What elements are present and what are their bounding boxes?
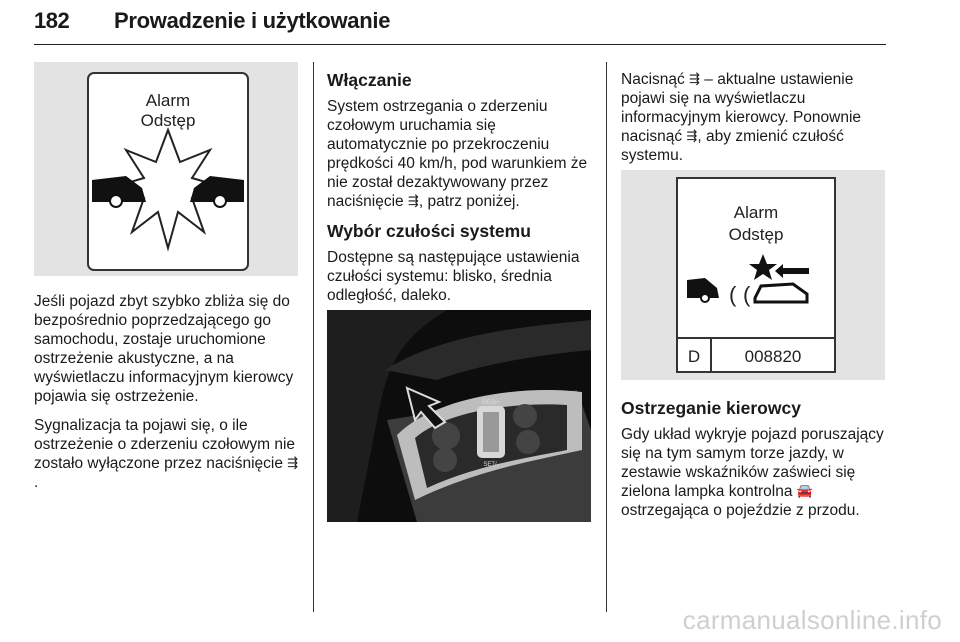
collision-alert-illustration xyxy=(34,62,298,276)
display-distance-label: Odstęp xyxy=(728,225,784,244)
paragraph: Dostępne są następujące ustawienia czułości systemu: blisko, średnia odległość, daleko. xyxy=(327,249,580,304)
collision-button-icon: ⇶ xyxy=(408,193,419,208)
column-divider xyxy=(313,62,314,612)
page-header xyxy=(34,8,886,45)
column-3 xyxy=(621,70,889,175)
steering-wheel-photo xyxy=(327,310,591,522)
page-number: 182 xyxy=(34,8,70,33)
driver-info-display-figure xyxy=(621,170,885,380)
collision-button-icon: ⇶ xyxy=(689,71,700,86)
steering-wheel-illustration xyxy=(327,310,591,522)
sensitivity-wave-2: ( xyxy=(743,282,751,307)
column-3-lower xyxy=(621,398,891,530)
collision-button-icon: ⇶ xyxy=(686,128,698,143)
display-alarm-label: Alarm xyxy=(733,203,779,222)
column-divider xyxy=(606,62,607,612)
section-heading: Wybór czułości systemu xyxy=(327,221,531,241)
watermark: carmanualsonline.info xyxy=(682,605,942,635)
vehicle-ahead-icon: 🚘 xyxy=(796,483,813,498)
res-button-label: RES/+ xyxy=(482,400,500,406)
paragraph: Jeśli pojazd zbyt szybko zbliża się do bezpośrednio poprzedzającego go samochodu, zostaje uruchomione ostrzeżenie akustyczne, a na wyświetlaczu informacyjnym kierowcy pojawia się ostrzeżenie. xyxy=(34,293,294,405)
paragraph-text: Sygnalizacja ta pojawi się, o ile ostrzeżenie o zderzeniu czołowym nie zostało wyłączone przez naciśnięcie xyxy=(34,417,296,472)
collision-button-icon: ⇶ xyxy=(287,455,299,470)
section-heading: Ostrzeganie kierowcy xyxy=(621,398,801,418)
figure1-alarm-label: Alarm xyxy=(145,91,191,110)
set-button-label: SET/- xyxy=(483,462,499,468)
sensitivity-wave-1: ( xyxy=(729,282,737,307)
collision-alert-figure xyxy=(34,62,298,276)
paragraph: System ostrzegania o zderzeniu czołowym uruchamia się automatycznie po przekroczeniu prędkości 40 km/h, pod warunkiem że nie został dezaktywowany przez naciśnięcie ⇶, patrz poniżej. xyxy=(327,98,588,210)
page-title: Prowadzenie i użytkowanie xyxy=(114,8,391,33)
code-number: 008820 xyxy=(744,347,802,366)
paragraph: Nacisnąć ⇶ – aktualne ustawienie pojawi się na wyświetlaczu informacyjnym kierowcy. Ponownie nacisnąć ⇶, aby zmienić czułość systemu. xyxy=(621,71,862,164)
column-2 xyxy=(327,70,595,315)
paragraph: Gdy układ wykryje pojazd poruszający się na tym samym torze jazdy, w zestawie wskaźników zaświeci się zielona lampka kontrolna 🚘 ostrzegająca o pojeździe z przodu. xyxy=(621,426,884,519)
section-heading: Włączanie xyxy=(327,70,412,90)
figure1-distance-label: Odstęp xyxy=(140,111,196,130)
paragraph: Sygnalizacja ta pojawi się, o ile ostrzeżenie o zderzeniu czołowym nie zostało wyłączone przez naciśnięcie ⇶. xyxy=(34,417,299,491)
code-letter: D xyxy=(687,347,701,366)
driver-info-display-illustration xyxy=(621,170,885,380)
column-1 xyxy=(34,292,300,502)
